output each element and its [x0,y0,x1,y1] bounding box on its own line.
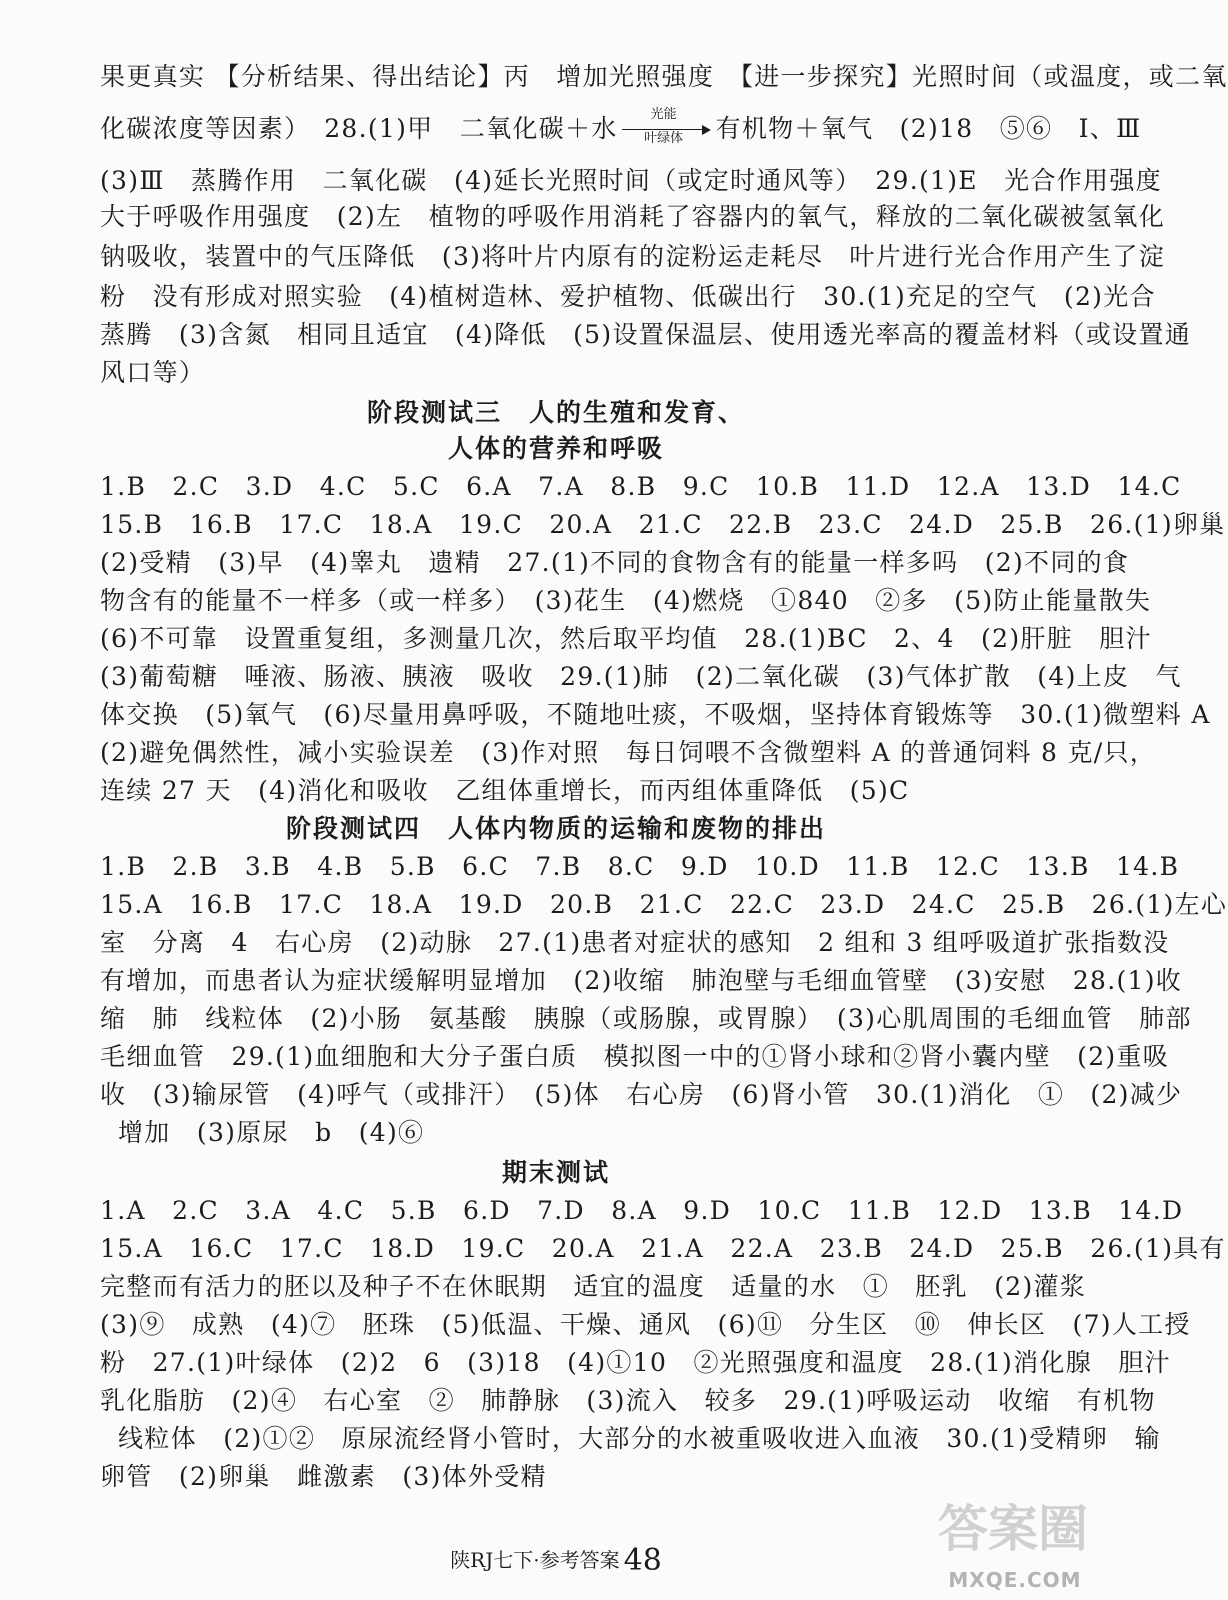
text-line: 果更真实 【分析结果、得出结论】丙 增加光照强度 【进一步探究】光照时间（或温度，或二氧 [100,62,1228,91]
section-title: 期末测试 [501,1158,610,1187]
site-watermark [930,1498,1100,1598]
text-line: 线粒体 (2)①② 原尿流经肾小管时，大部分的水被重吸收进入血液 30.(1)受精卵 输 [118,1424,1161,1453]
text-line: 1.B 2.B 3.B 4.B 5.B 6.C 7.B 8.C 9.D 10.D 11.B 12.C 13.B 14.B [100,852,1180,881]
text-line: 收 (3)输尿管 (4)呼气（或排汗） (5)体 右心房 (6)肾小管 30.(1)消化 ① (2)减少 [100,1080,1183,1109]
text-line: 毛细血管 29.(1)血细胞和大分子蛋白质 模拟图一中的①肾小球和②肾小囊内壁 (2)重吸 [100,1042,1170,1071]
text-line: 卵管 (2)卵巢 雌激素 (3)体外受精 [100,1462,547,1491]
reaction-arrow [622,106,712,146]
text-line: 15.B 16.B 17.C 18.A 19.C 20.A 21.C 22.B 23.C 24.D 25.B 26.(1)卵巢 [100,510,1226,539]
text-line: 物含有的能量不一样多（或一样多） (3)花生 (4)燃烧 ①840 ②多 (5)防止能量散失 [100,586,1152,615]
text-line: 1.A 2.C 3.A 4.C 5.B 6.D 7.D 8.A 9.D 10.C 11.B 12.D 13.B 14.D [100,1196,1184,1225]
text-segment: 化碳浓度等因素） 28.(1)甲 二氧化碳＋水 [100,114,618,143]
text-line: 1.B 2.C 3.D 4.C 5.C 6.A 7.A 8.B 9.C 10.B 11.D 12.A 13.D 14.C [100,472,1182,501]
arrow-condition-top: 光能 [650,106,677,122]
text-line: 缩 肺 线粒体 (2)小肠 氨基酸 胰腺（或肠腺，或胃腺） (3)心肌周围的毛细血管 肺部 [100,1004,1192,1033]
section-title: 阶段测试四 人体内物质的运输和废物的排出 [285,814,826,843]
watermark-site: MXQE.COM [948,1568,1082,1592]
text-line: 15.A 16.C 17.C 18.D 19.C 20.A 21.A 22.A 23.B 24.D 25.B 26.(1)具有 [100,1234,1226,1263]
text-line: (3)Ⅲ 蒸腾作用 二氧化碳 (4)延长光照时间（或定时通风等） 29.(1)E 光合作用强度 [100,166,1162,195]
text-line: 有增加，而患者认为症状缓解明显增加 (2)收缩 肺泡壁与毛细血管壁 (3)安慰 28.(1)收 [100,966,1183,995]
text-line: 增加 (3)原尿 b (4)⑥ [118,1118,425,1147]
arrow-condition-bottom: 叶绿体 [644,130,684,146]
section-title: 人体的营养和呼吸 [447,434,664,463]
text-line: 粉 27.(1)叶绿体 (2)2 6 (3)18 (4)①10 ②光照强度和温度 28.(1)消化腺 胆汁 [100,1348,1171,1377]
text-line: 钠吸收，装置中的气压降低 (3)将叶片内原有的淀粉运走耗尽 叶片进行光合作用产生了淀 [100,242,1166,271]
section-title: 阶段测试三 人的生殖和发育、 [366,398,745,427]
text-line: 完整而有活力的胚以及种子不在休眠期 适宜的温度 适量的水 ① 胚乳 (2)灌浆 [100,1272,1087,1301]
text-line: (2)避免偶然性，减小实验误差 (3)作对照 每日饲喂不含微塑料 A 的普通饲料 8 克/只， [100,738,1157,767]
watermark-logo: 答案圈 [938,1500,1088,1558]
text-line: 室 分离 4 右心房 (2)动脉 27.(1)患者对症状的感知 2 组和 3 组呼吸道扩张指数没 [100,928,1170,957]
arrow-shaft [622,129,704,130]
text-line: 风口等） [100,358,206,387]
text-line: (3)⑨ 成熟 (4)⑦ 胚珠 (5)低温、干燥、通风 (6)⑪ 分生区 ⑩ 伸长区 (7)人工授 [100,1310,1191,1339]
text-line: 体交换 (5)氧气 (6)尽量用鼻呼吸，不随地吐痰，不吸烟，坚持体育锻炼等 30.(1)微塑料 A [100,700,1211,729]
text-line: 蒸腾 (3)含氮 相同且适宜 (4)降低 (5)设置保温层、使用透光率高的覆盖材料（或设置通 [100,320,1192,349]
text-segment: 有机物＋氧气 (2)18 ⑤⑥ Ⅰ、Ⅲ [715,114,1142,143]
text-line: 乳化脂肪 (2)④ 右心室 ② 肺静脉 (3)流入 较多 29.(1)呼吸运动 收缩 有机物 [100,1386,1156,1415]
text-line: 15.A 16.B 17.C 18.A 19.D 20.B 21.C 22.C 23.D 24.C 25.B 26.(1)左心 [100,890,1228,919]
text-line: (6)不可靠 设置重复组，多测量几次，然后取平均值 28.(1)BC 2、4 (2)肝脏 胆汁 [100,624,1152,653]
text-line: 粉 没有形成对照实验 (4)植树造林、爱护植物、低碳出行 30.(1)充足的空气 (2)光合 [100,282,1156,311]
text-line [100,106,1142,146]
footer-label: 陕RJ七下·参考答案 [450,1548,620,1572]
text-line: (3)葡萄糖 唾液、肠液、胰液 吸收 29.(1)肺 (2)二氧化碳 (3)气体扩散 (4)上皮 气 [100,662,1182,691]
text-line: 大于呼吸作用强度 (2)左 植物的呼吸作用消耗了容器内的氧气，释放的二氧化碳被氢氧化 [100,202,1166,231]
text-line: 连续 27 天 (4)消化和吸收 乙组体重增长，而丙组体重降低 (5)C [100,776,910,805]
page-number: 48 [623,1543,662,1578]
text-line: (2)受精 (3)早 (4)睾丸 遗精 27.(1)不同的食物含有的能量一样多吗 (2)不同的食 [100,548,1130,577]
